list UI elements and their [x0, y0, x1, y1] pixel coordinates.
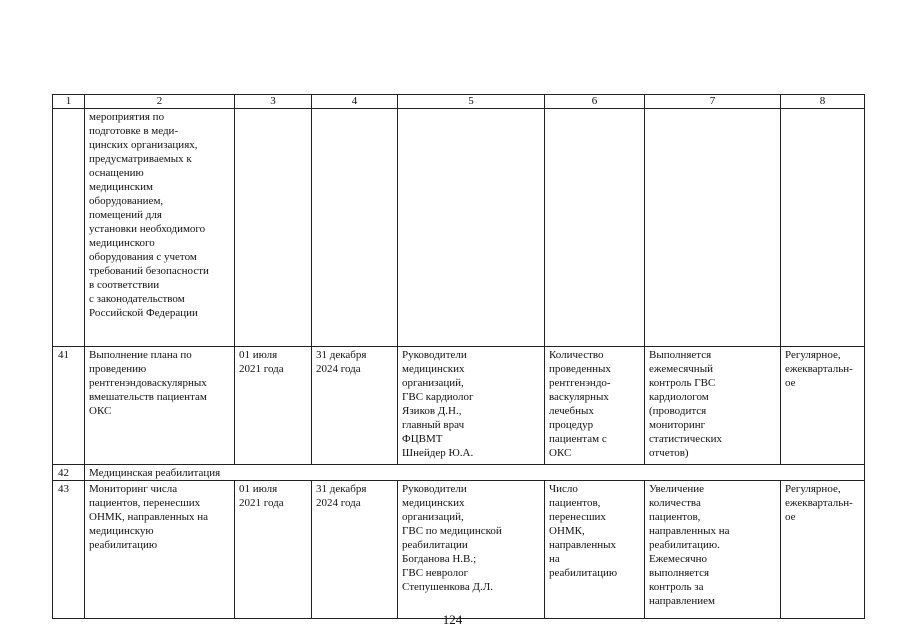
result-cell	[645, 109, 781, 347]
table-row	[53, 347, 865, 465]
responsible-cell: Руководители медицинских организаций, ГВС по медицинской реабилитации Богданова Н.В.; ГВС невролог Степушенкова Д.Л.	[398, 481, 545, 619]
type-cell: Регулярное, ежеквартальн- ое	[781, 347, 865, 465]
event-cell: мероприятия по подготовке в меди- цинских организациях, предусматриваемых к оснащению медицинским оборудованием, помещений для установки необходимого медицинского оборудования с учетом требований безопасности в соответствии с законодательством Российской Федерации	[85, 109, 235, 347]
end-date-cell: 31 декабря 2024 года	[312, 347, 398, 465]
header-cell: 4	[312, 95, 398, 109]
row-number-cell	[53, 109, 85, 347]
type-cell	[781, 109, 865, 347]
table-row	[53, 481, 865, 619]
end-date-cell	[312, 109, 398, 347]
type-cell: Регулярное, ежеквартальн- ое	[781, 481, 865, 619]
header-cell: 7	[645, 95, 781, 109]
row-number-cell: 43	[53, 481, 85, 619]
page-number: 124	[442, 612, 463, 627]
event-cell: Выполнение плана по проведению рентгенэндоваскулярных вмешательств пациентам ОКС	[85, 347, 235, 465]
start-date-cell: 01 июля 2021 года	[235, 347, 312, 465]
table-row	[53, 109, 865, 347]
start-date-cell: 01 июля 2021 года	[235, 481, 312, 619]
start-date-cell	[235, 109, 312, 347]
header-cell: 3	[235, 95, 312, 109]
row-number-cell: 41	[53, 347, 85, 465]
event-cell: Мониторинг числа пациентов, перенесших ОНМК, направленных на медицинскую реабилитацию	[85, 481, 235, 619]
header-row	[53, 95, 865, 109]
header-cell: 1	[53, 95, 85, 109]
responsible-cell	[398, 109, 545, 347]
section-row	[53, 465, 865, 481]
indicator-cell: Число пациентов, перенесших ОНМК, направленных на реабилитацию	[545, 481, 645, 619]
indicator-cell	[545, 109, 645, 347]
header-cell: 8	[781, 95, 865, 109]
header-cell: 2	[85, 95, 235, 109]
header-cell: 6	[545, 95, 645, 109]
plan-table	[52, 94, 865, 619]
section-title-cell: Медицинская реабилитация	[85, 465, 865, 481]
result-cell: Выполняется ежемесячный контроль ГВС кардиологом (проводится мониторинг статистических отчетов)	[645, 347, 781, 465]
indicator-cell: Количество проведенных рентгенэндо- васкулярных лечебных процедур пациентам с ОКС	[545, 347, 645, 465]
result-cell: Увеличение количества пациентов, направленных на реабилитацию. Ежемесячно выполняется контроль за направлением	[645, 481, 781, 619]
row-number-cell: 42	[53, 465, 85, 481]
end-date-cell: 31 декабря 2024 года	[312, 481, 398, 619]
header-cell: 5	[398, 95, 545, 109]
responsible-cell: Руководители медицинских организаций, ГВС кардиолог Язиков Д.Н., главный врач ФЦВМТ Шнейдер Ю.А.	[398, 347, 545, 465]
